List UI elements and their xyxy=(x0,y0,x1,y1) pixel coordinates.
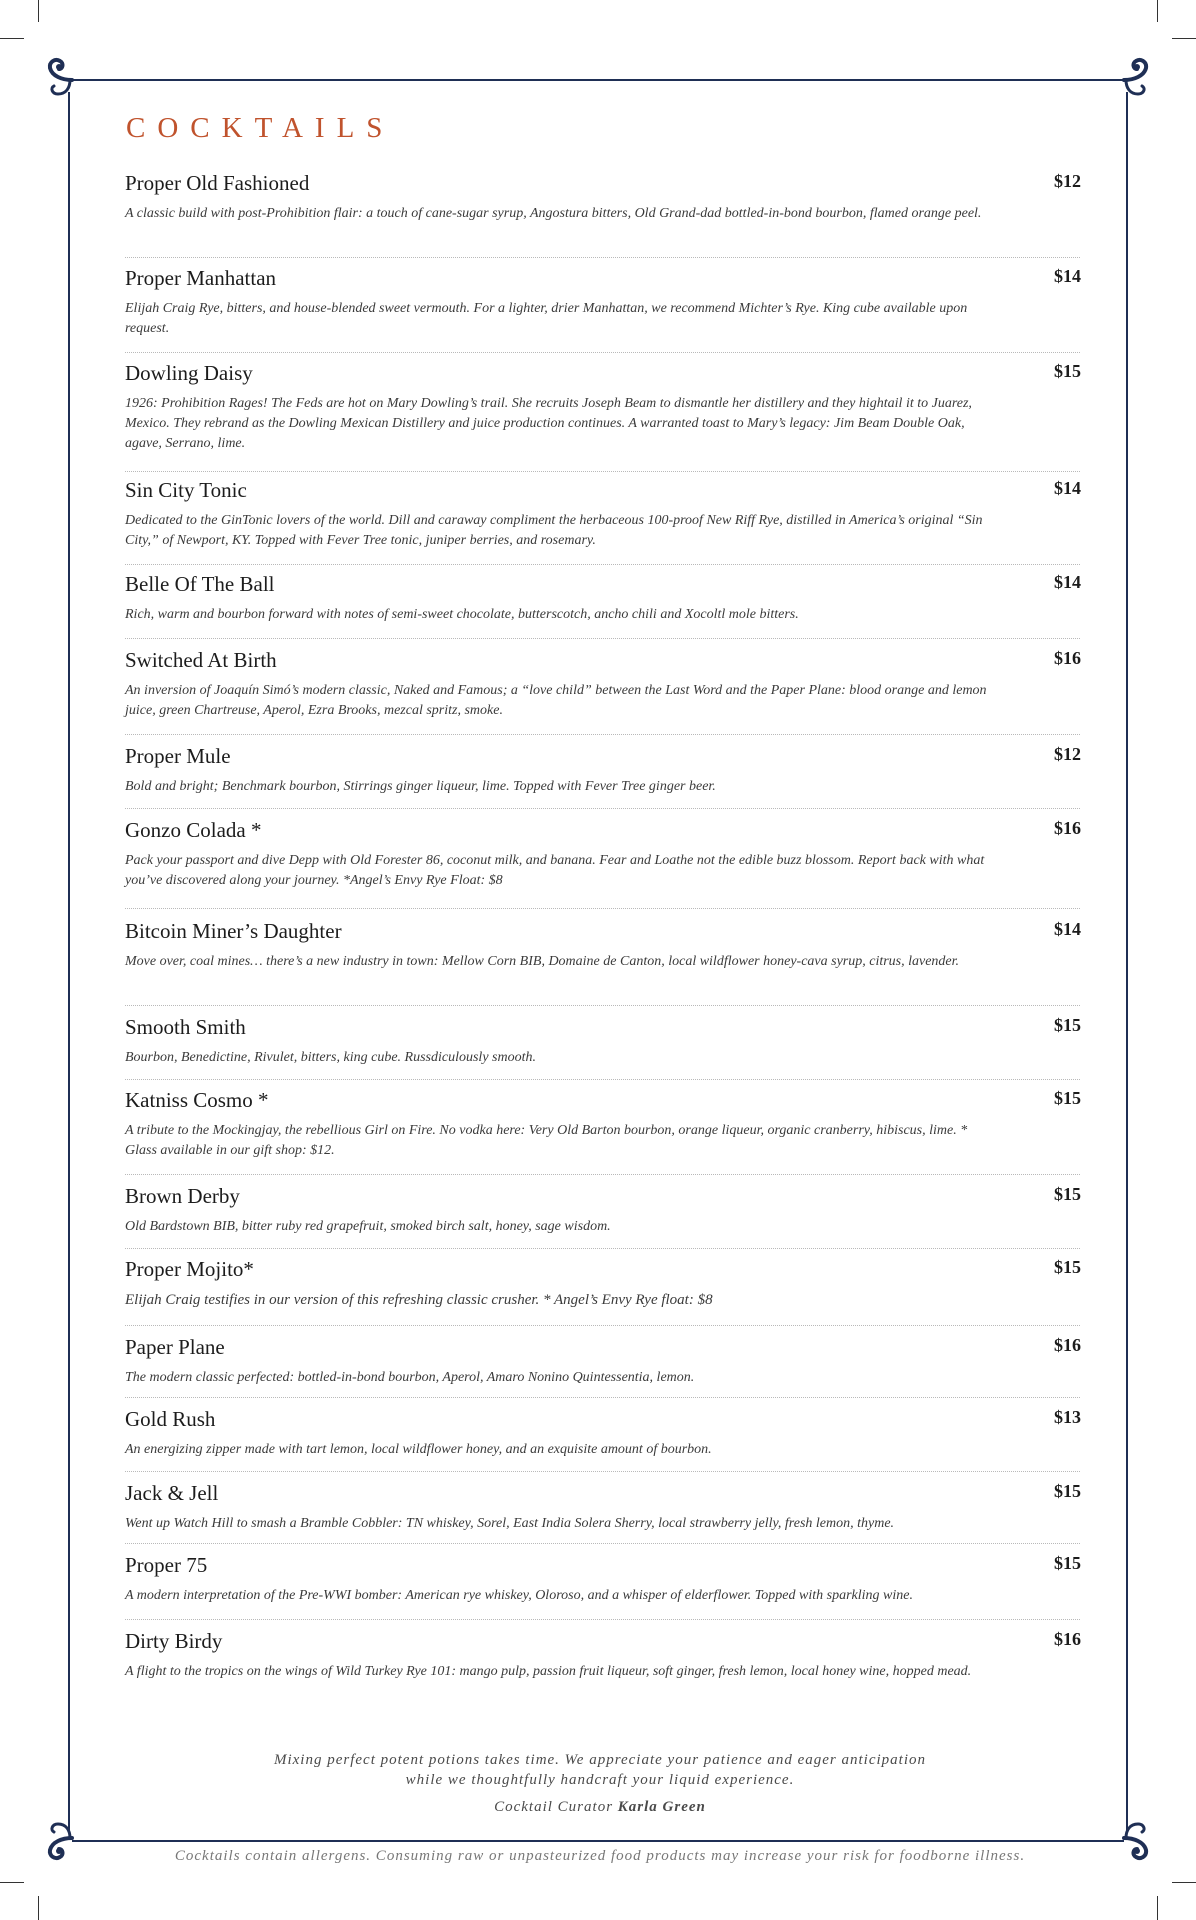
item-description: A tribute to the Mockingjay, the rebellious Girl on Fire. No vodka here: Very Old Barton bourbon, orange liqueur, organic cranberry, hibiscus, lime. * Glass available in our gift shop: $12. xyxy=(125,1123,968,1158)
item-description: A classic build with post-Prohibition flair: a touch of cane-sugar syrup, Angostura bitters, Old Grand-dad bottled-in-bond bourbon, flamed orange peel. xyxy=(125,206,982,221)
item-price: $14 xyxy=(1054,919,1081,939)
item-description: Bourbon, Benedictine, Rivulet, bitters, king cube. Russdiculously smooth. xyxy=(125,1050,536,1065)
item-name: Proper Manhattan xyxy=(125,266,277,290)
scroll-ornament-icon xyxy=(40,50,90,100)
item-description: Old Bardstown BIB, bitter ruby red grapefruit, smoked birch salt, honey, sage wisdom. xyxy=(125,1219,611,1234)
item-name: Gold Rush xyxy=(125,1407,216,1431)
crop-mark xyxy=(0,1882,24,1883)
divider xyxy=(125,908,1080,909)
divider xyxy=(125,352,1080,353)
curator-credit xyxy=(200,1799,1000,1816)
divider xyxy=(125,1543,1080,1544)
item-description: A flight to the tropics on the wings of Wild Turkey Rye 101: mango pulp, passion fruit liqueur, soft ginger, fresh lemon, local honey wine, hopped mead. xyxy=(125,1664,972,1679)
item-name: Jack & Jell xyxy=(125,1481,219,1505)
scroll-ornament-icon xyxy=(1106,1818,1156,1868)
item-price: $15 xyxy=(1054,361,1081,381)
item-price: $15 xyxy=(1054,1088,1081,1108)
divider xyxy=(125,257,1080,258)
item-price: $15 xyxy=(1054,1553,1081,1573)
allergen-warning: Cocktails contain allergens. Consuming raw or unpasteurized food products may increase your risk for foodborne illness. xyxy=(174,1848,1026,1864)
divider xyxy=(125,1079,1080,1080)
frame-bottom-line xyxy=(72,1840,1124,1842)
item-price: $12 xyxy=(1054,171,1081,191)
divider xyxy=(125,1005,1080,1006)
item-price: $16 xyxy=(1054,648,1081,668)
crop-mark xyxy=(1157,1896,1158,1920)
item-price: $13 xyxy=(1054,1407,1081,1427)
frame-right-line xyxy=(1126,92,1128,1830)
frame-left-line xyxy=(68,92,70,1830)
footer-note-line1: Mixing perfect potent potions takes time. We appreciate your patience and eager anticipation xyxy=(273,1752,926,1768)
item-price: $16 xyxy=(1054,818,1081,838)
item-description: Elijah Craig Rye, bitters, and house-blended sweet vermouth. For a lighter, drier Manhattan, we recommend Michter’s Rye. King cube available upon request. xyxy=(125,301,968,336)
item-name: Belle Of The Ball xyxy=(125,572,275,596)
item-price: $15 xyxy=(1054,1481,1081,1501)
crop-mark xyxy=(1172,38,1196,39)
footer-note-line2: while we thoughtfully handcraft your liquid experience. xyxy=(405,1772,795,1788)
item-price: $16 xyxy=(1054,1629,1081,1649)
divider xyxy=(125,564,1080,565)
item-name: Proper 75 xyxy=(125,1553,208,1577)
item-name: Bitcoin Miner’s Daughter xyxy=(125,919,342,943)
item-description: The modern classic perfected: bottled-in-bond bourbon, Aperol, Amaro Nonino Quintessentia, lemon. xyxy=(125,1370,695,1385)
crop-mark xyxy=(38,1896,39,1920)
divider xyxy=(125,808,1080,809)
divider xyxy=(125,1397,1080,1398)
crop-mark xyxy=(1172,1882,1196,1883)
item-price: $15 xyxy=(1054,1015,1081,1035)
divider xyxy=(125,734,1080,735)
item-name: Paper Plane xyxy=(125,1335,225,1359)
item-name: Switched At Birth xyxy=(125,648,277,672)
item-name: Proper Mojito* xyxy=(125,1257,254,1281)
item-description: Went up Watch Hill to smash a Bramble Cobbler: TN whiskey, Sorel, East India Solera Sherry, local strawberry jelly, fresh lemon, thyme. xyxy=(125,1516,895,1531)
item-description: Bold and bright; Benchmark bourbon, Stirrings ginger liqueur, lime. Topped with Fever Tree ginger beer. xyxy=(125,779,716,794)
item-name: Proper Mule xyxy=(125,744,231,768)
item-price: $14 xyxy=(1054,266,1081,286)
divider xyxy=(125,638,1080,639)
frame-top-line xyxy=(72,79,1124,81)
item-description: 1926: Prohibition Rages! The Feds are hot on Mary Dowling’s trail. She recruits Joseph Beam to dismantle her distillery and they hightail it to Juarez, Mexico. They rebrand as the Dowling Mexican Distillery and juice production continues. A warranted toast to Mary’s legacy: Jim Beam Double Oak, agave, Serrano, lime. xyxy=(125,396,972,451)
item-name: Sin City Tonic xyxy=(125,478,247,502)
item-name: Proper Old Fashioned xyxy=(125,171,310,195)
item-name: Katniss Cosmo * xyxy=(125,1088,269,1112)
divider xyxy=(125,471,1080,472)
divider xyxy=(125,1325,1080,1326)
item-description: Move over, coal mines… there’s a new industry in town: Mellow Corn BIB, Domaine de Canton, local wildflower honey-cava syrup, citrus, lavender. xyxy=(125,954,960,969)
item-description: Rich, warm and bourbon forward with notes of semi-sweet chocolate, butterscotch, ancho chili and Xocoltl mole bitters. xyxy=(125,607,799,622)
scroll-ornament-icon xyxy=(40,1818,90,1868)
crop-mark xyxy=(38,0,39,22)
crop-mark xyxy=(0,38,24,39)
item-description: An inversion of Joaquín Simó’s modern classic, Naked and Famous; a “love child” between the Last Word and the Paper Plane: blood orange and lemon juice, green Chartreuse, Aperol, Ezra Brooks, mezcal spritz, smoke. xyxy=(125,683,987,718)
item-name: Dowling Daisy xyxy=(125,361,253,385)
item-price: $14 xyxy=(1054,572,1081,592)
item-description: A modern interpretation of the Pre-WWI bomber: American rye whiskey, Oloroso, and a whisper of elderflower. Topped with sparkling wine. xyxy=(125,1588,913,1603)
scroll-ornament-icon xyxy=(1106,50,1156,100)
item-price: $15 xyxy=(1054,1184,1081,1204)
divider xyxy=(125,1471,1080,1472)
divider xyxy=(125,1174,1080,1175)
item-name: Smooth Smith xyxy=(125,1015,246,1039)
curator-name: Karla Green xyxy=(617,1799,706,1815)
item-description: An energizing zipper made with tart lemon, local wildflower honey, and an exquisite amount of bourbon. xyxy=(125,1442,712,1457)
curator-label: Cocktail Curator xyxy=(494,1799,614,1815)
item-description: Pack your passport and dive Depp with Old Forester 86, coconut milk, and banana. Fear and Loathe not the edible buzz blossom. Report back with what you’ve discovered along your journey. *Angel’s Envy Rye Float: $8 xyxy=(125,853,985,888)
item-price: $15 xyxy=(1054,1257,1081,1277)
divider xyxy=(125,1619,1080,1620)
item-name: Brown Derby xyxy=(125,1184,240,1208)
divider xyxy=(125,1248,1080,1249)
item-name: Dirty Birdy xyxy=(125,1629,223,1653)
item-name: Gonzo Colada * xyxy=(125,818,262,842)
item-description: Dedicated to the GinTonic lovers of the world. Dill and caraway compliment the herbaceous 100-proof New Riff Rye, distilled in America’s original “Sin City,” of Newport, KY. Topped with Fever Tree tonic, juniper berries, and rosemary. xyxy=(125,513,983,548)
item-price: $12 xyxy=(1054,744,1081,764)
item-description: Elijah Craig testifies in our version of this refreshing classic crusher. * Angel’s Envy Rye float: $8 xyxy=(125,1292,713,1308)
crop-mark xyxy=(1157,0,1158,22)
item-price: $14 xyxy=(1054,478,1081,498)
item-price: $16 xyxy=(1054,1335,1081,1355)
section-title: COCKTAILS xyxy=(126,112,395,144)
